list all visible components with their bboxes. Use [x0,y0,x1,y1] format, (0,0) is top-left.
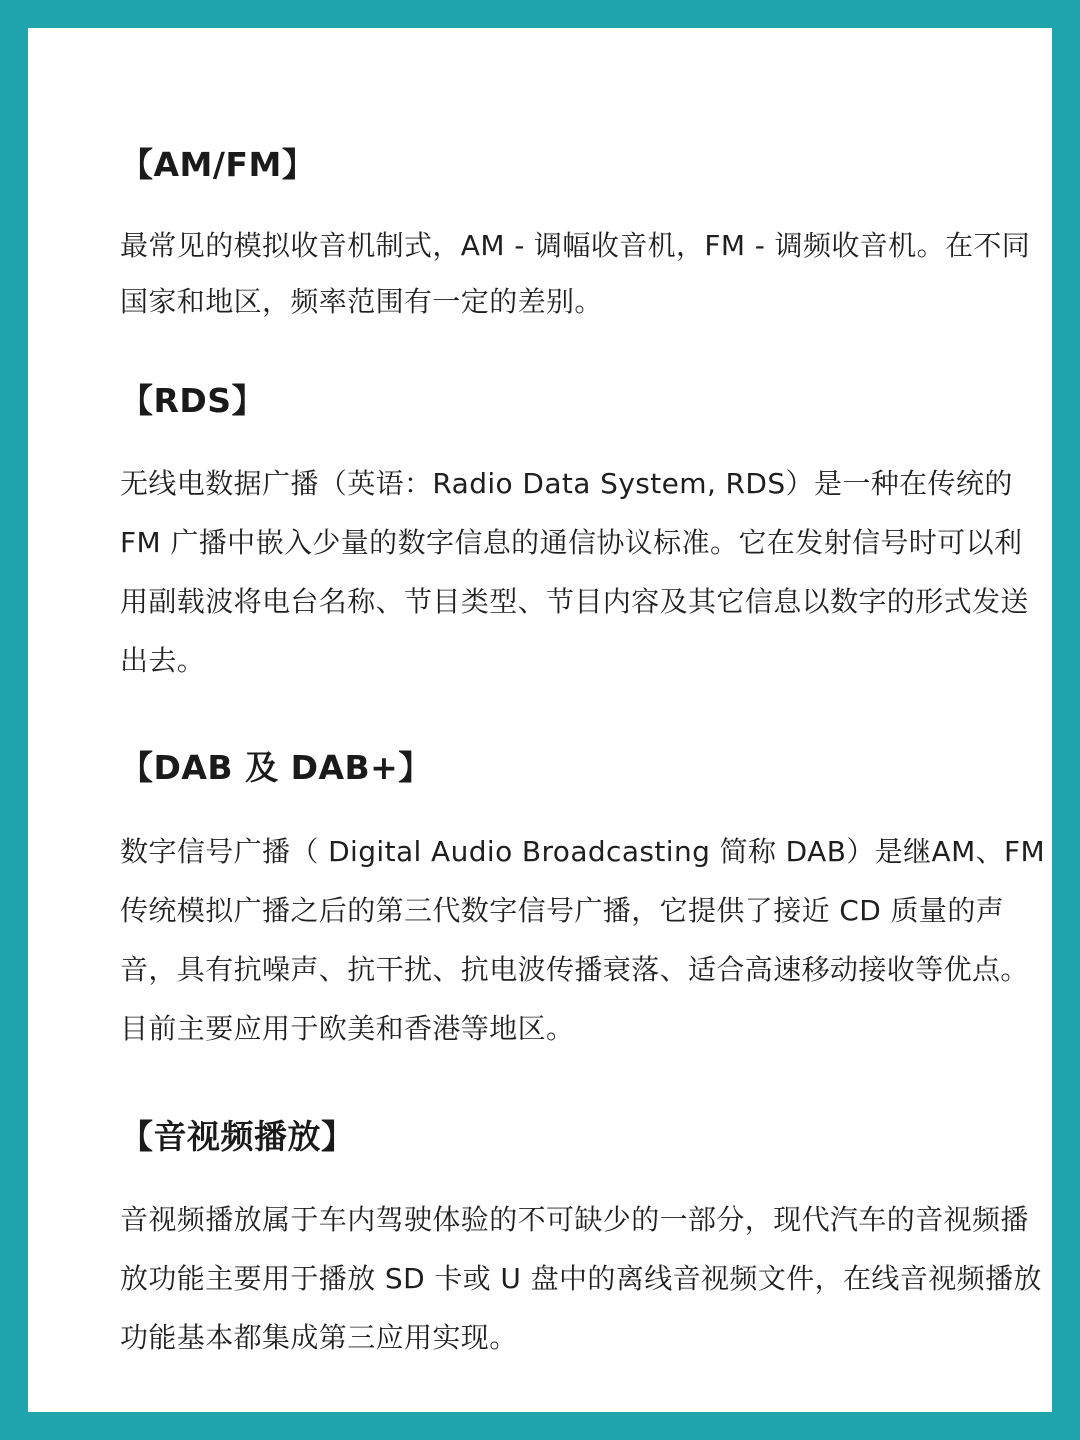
section-body: 音视频播放属于车内驾驶体验的不可缺少的一部分，现代汽车的音视频播放功能主要用于播放 SD 卡或 U 盘中的离线音视频文件，在线音视频播放功能基本都集成第三应用实现。 [120,1203,1042,1354]
section-body: 无线电数据广播（英语：Radio Data System, RDS）是一种在传统的 FM 广播中嵌入少量的数字信息的通信协议标准。它在发射信号时可以利用副载波将电台名称、节目类型、节目内容及其它信息以数字的形式发送出去。 [120,467,1029,677]
section-title: 【音视频播放】 [120,1117,355,1156]
section-body: 数字信号广播（ Digital Audio Broadcasting 简称 DAB）是继AM、FM 传统模拟广播之后的第三代数字信号广播，它提供了接近 CD 质量的声音，具有抗噪声、抗干扰、抗电波传播衰落、适合高速移动接收等优点。目前主要应用于欧美和香港等地区。 [120,835,1046,1045]
section-body: 最常见的模拟收音机制式，AM - 调幅收音机，FM - 调频收音机。在不同国家和地区，频率范围有一定的差别。 [120,229,1031,318]
section-title: 【AM/FM】 [120,145,316,184]
section-am-fm [120,145,1050,330]
section-title: 【DAB 及 DAB+】 [120,748,432,787]
section-rds [120,381,1050,690]
section-title: 【RDS】 [120,381,266,420]
section-dab [120,748,1050,1058]
section-av-playback [120,1117,1050,1367]
